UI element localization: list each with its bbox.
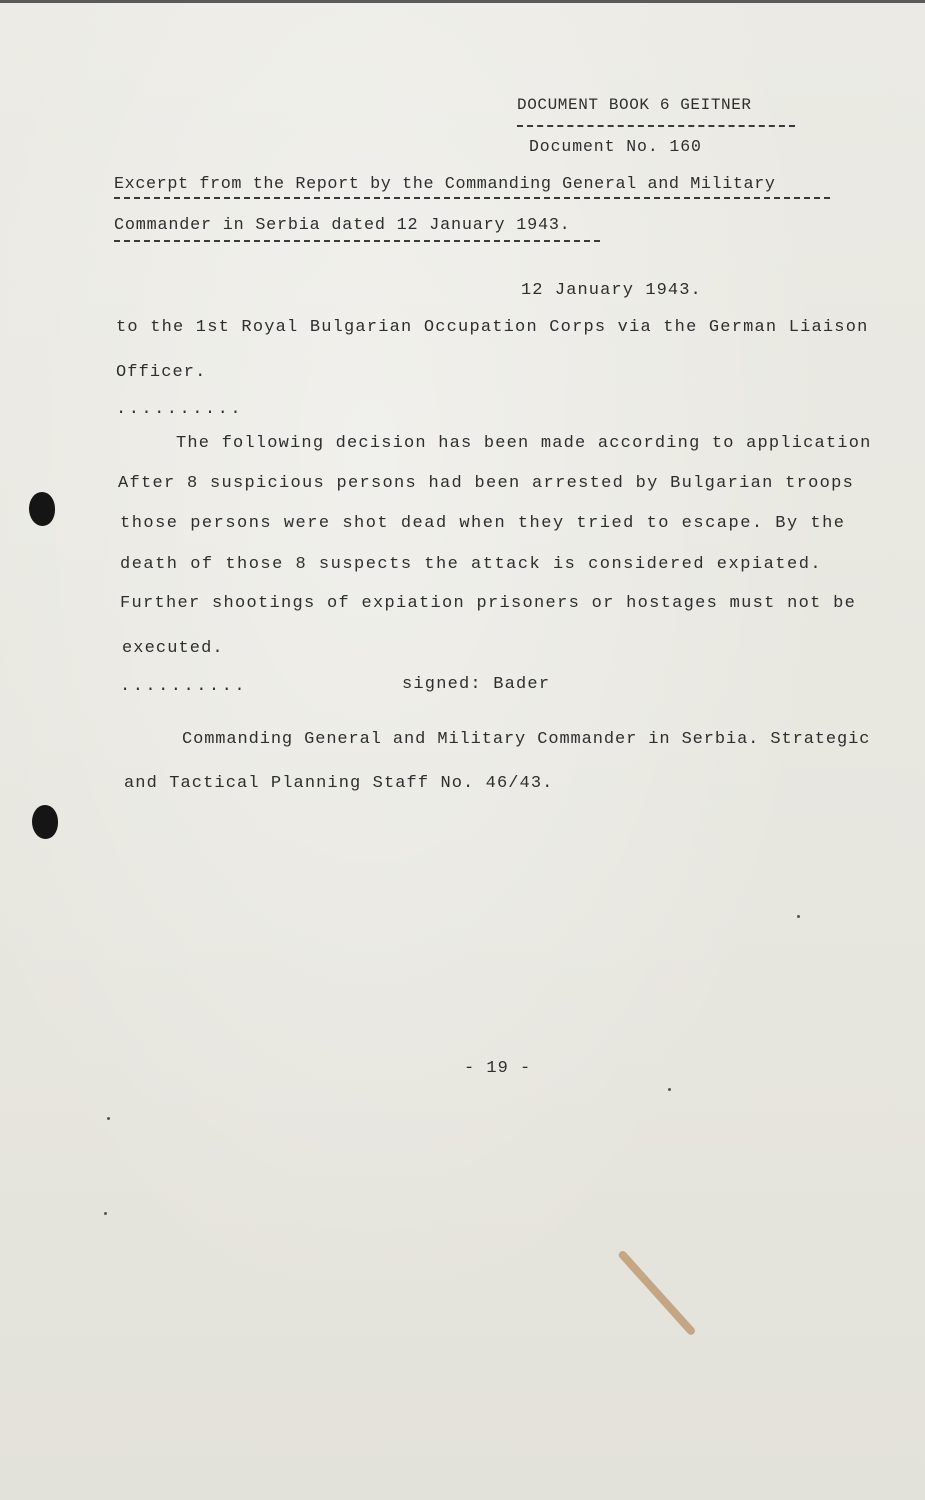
paper-speck xyxy=(107,1117,110,1120)
title-line-2-underline xyxy=(114,240,600,242)
paper-speck xyxy=(668,1088,671,1091)
addressee-line-2: Officer. xyxy=(116,363,207,382)
footer-note-line-1: Commanding General and Military Commander in Serbia. Strategic xyxy=(182,730,871,749)
document-book-underline xyxy=(517,125,795,127)
paper-speck xyxy=(797,915,800,918)
omission-dots-bottom: .......... xyxy=(120,677,248,696)
title-line-1-underline xyxy=(114,197,830,199)
body-line-6: executed. xyxy=(122,639,224,658)
body-line-3: those persons were shot dead when they tried to escape. By the xyxy=(120,514,846,533)
body-line-5: Further shootings of expiation prisoners or hostages must not be xyxy=(120,594,857,613)
punch-hole-top xyxy=(29,492,55,526)
title-line-2: Commander in Serbia dated 12 January 1943. xyxy=(114,216,571,235)
page-number: - 19 - xyxy=(464,1059,532,1078)
punch-hole-bottom xyxy=(32,805,58,839)
body-line-4: death of those 8 suspects the attack is considered expiated. xyxy=(120,555,823,574)
title-line-1: Excerpt from the Report by the Commanding General and Military xyxy=(114,175,776,194)
footer-note-line-2: and Tactical Planning Staff No. 46/43. xyxy=(124,774,554,793)
top-edge xyxy=(0,0,925,3)
paper-speck xyxy=(104,1212,107,1215)
date-line: 12 January 1943. xyxy=(521,281,702,300)
omission-dots-top: .......... xyxy=(116,400,244,419)
addressee-line-1: to the 1st Royal Bulgarian Occupation Corps via the German Liaison xyxy=(116,318,869,337)
document-book-label: DOCUMENT BOOK 6 GEITNER xyxy=(517,96,752,114)
body-line-2: After 8 suspicious persons had been arrested by Bulgarian troops xyxy=(118,474,855,493)
paper-stain xyxy=(617,1249,697,1336)
document-number: Document No. 160 xyxy=(529,137,702,156)
signature: signed: Bader xyxy=(402,675,551,694)
body-line-1: The following decision has been made according to application xyxy=(176,434,872,453)
